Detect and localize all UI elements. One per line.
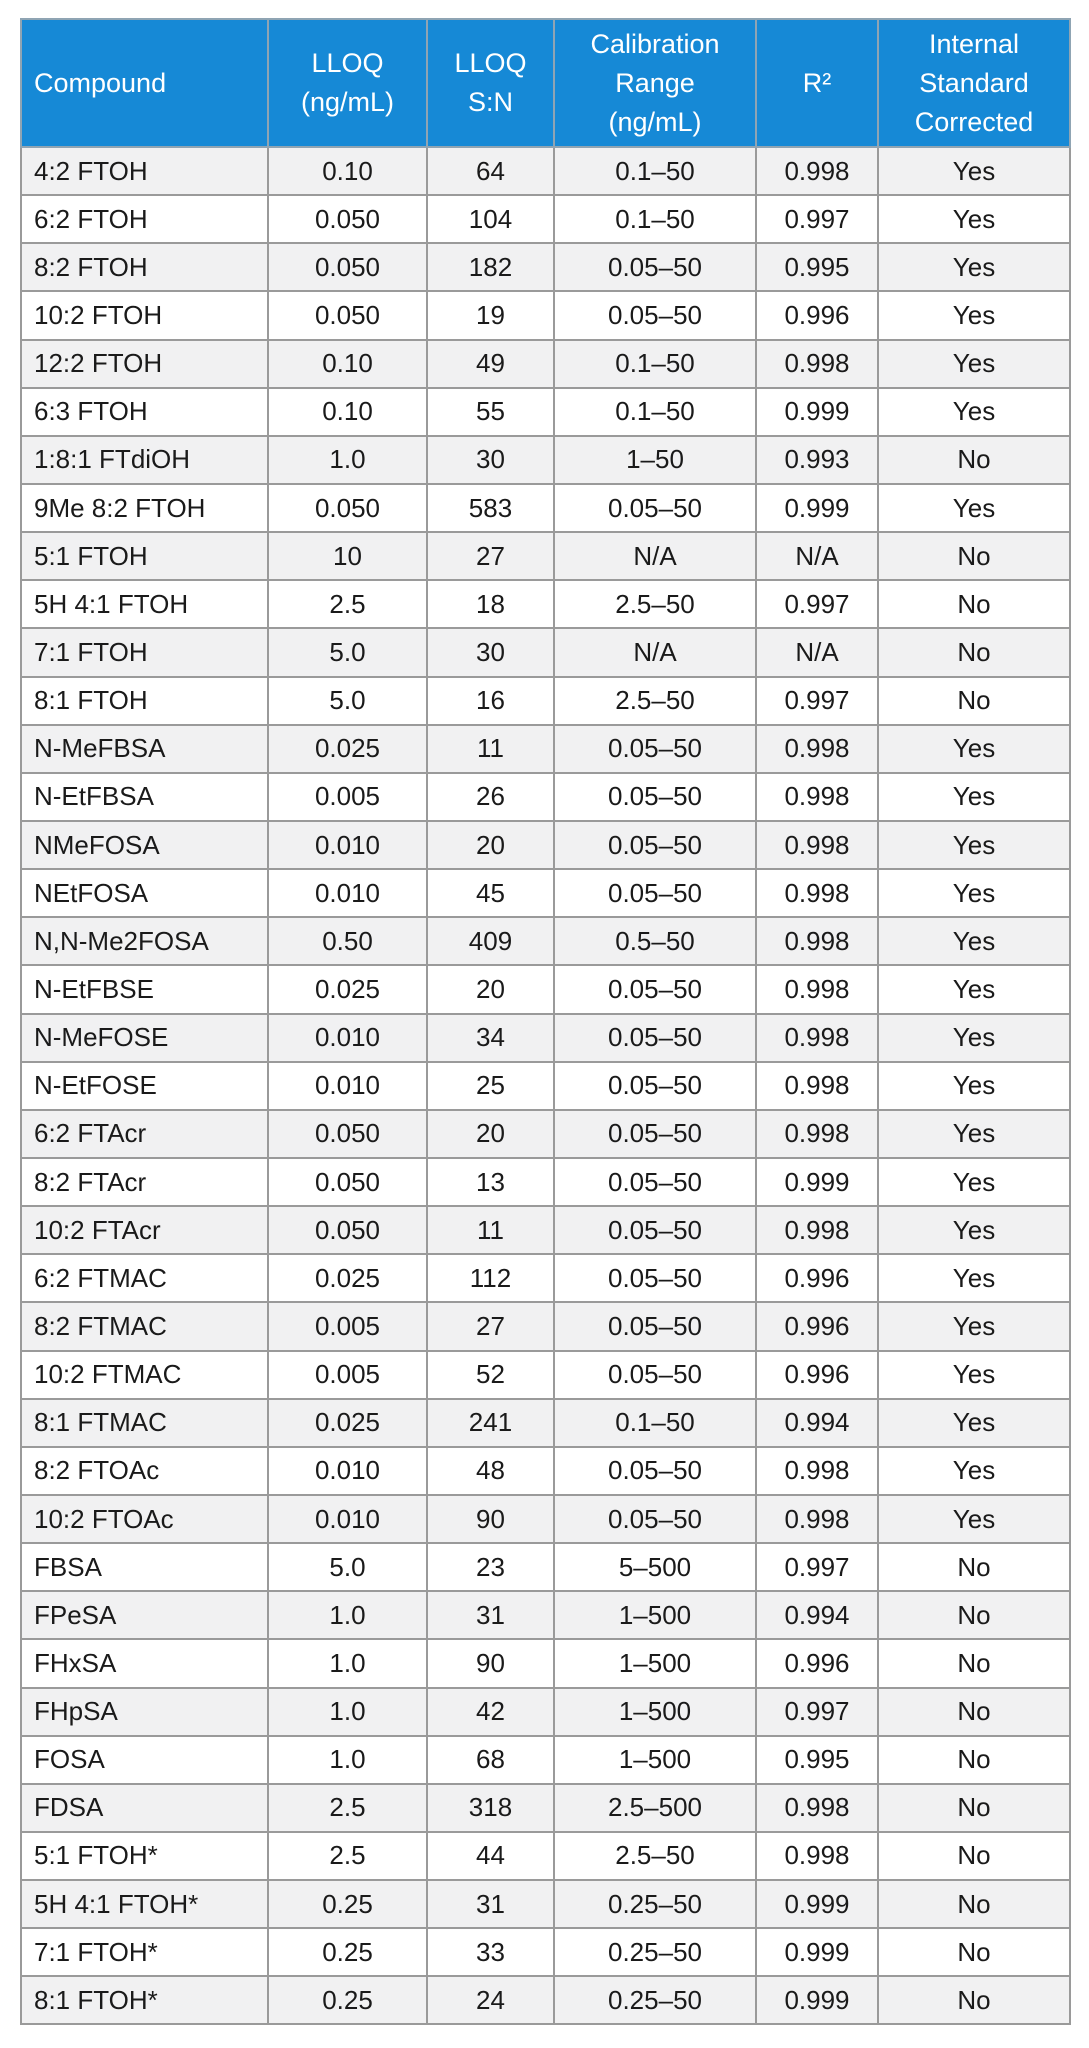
compound-cell: NEtFOSA <box>21 869 268 917</box>
sn-cell: 112 <box>427 1254 554 1302</box>
lloq-cell: 0.025 <box>268 725 427 773</box>
compound-cell: N-EtFBSE <box>21 965 268 1013</box>
r2-cell: 0.998 <box>756 869 878 917</box>
lloq-cell: 2.5 <box>268 1784 427 1832</box>
header-internal-standard <box>878 19 1070 147</box>
header-range-line2: Range <box>615 67 695 98</box>
lloq-cell: 0.25 <box>268 1976 427 2024</box>
is-corrected-cell: Yes <box>878 821 1070 869</box>
table-row <box>21 1880 1070 1928</box>
lloq-cell: 0.050 <box>268 195 427 243</box>
is-corrected-cell: Yes <box>878 1254 1070 1302</box>
range-cell: 0.05–50 <box>554 965 756 1013</box>
is-corrected-cell: Yes <box>878 484 1070 532</box>
header-compound: Compound <box>21 19 268 147</box>
lloq-cell: 0.050 <box>268 1110 427 1158</box>
compound-cell: FHpSA <box>21 1688 268 1736</box>
compound-cell: 12:2 FTOH <box>21 340 268 388</box>
is-corrected-cell: No <box>878 1784 1070 1832</box>
is-corrected-cell: No <box>878 1880 1070 1928</box>
sn-cell: 25 <box>427 1062 554 1110</box>
r2-cell: 0.999 <box>756 1880 878 1928</box>
is-corrected-cell: Yes <box>878 388 1070 436</box>
table-row <box>21 580 1070 628</box>
sn-cell: 30 <box>427 436 554 484</box>
lloq-cell: 0.005 <box>268 1351 427 1399</box>
table-row <box>21 1495 1070 1543</box>
range-cell: 0.1–50 <box>554 147 756 195</box>
table-row <box>21 677 1070 725</box>
table-row <box>21 1591 1070 1639</box>
data-table-container <box>20 18 1069 2025</box>
table-row <box>21 917 1070 965</box>
is-corrected-cell: Yes <box>878 147 1070 195</box>
range-cell: 0.5–50 <box>554 917 756 965</box>
table-row <box>21 1110 1070 1158</box>
sn-cell: 90 <box>427 1495 554 1543</box>
lloq-cell: 0.005 <box>268 773 427 821</box>
lloq-cell: 0.050 <box>268 484 427 532</box>
compound-cell: 8:2 FTAcr <box>21 1158 268 1206</box>
header-range-line3: (ng/mL) <box>608 106 702 137</box>
lloq-cell: 0.005 <box>268 1302 427 1350</box>
range-cell: 2.5–50 <box>554 677 756 725</box>
header-is-line3: Corrected <box>914 106 1034 137</box>
range-cell: 0.05–50 <box>554 291 756 339</box>
sn-cell: 31 <box>427 1880 554 1928</box>
r2-cell: 0.997 <box>756 195 878 243</box>
range-cell: 1–500 <box>554 1736 756 1784</box>
table-row <box>21 147 1070 195</box>
lloq-cell: 0.10 <box>268 388 427 436</box>
lloq-cell: 1.0 <box>268 1736 427 1784</box>
sn-cell: 33 <box>427 1928 554 1976</box>
sn-cell: 44 <box>427 1832 554 1880</box>
compound-cell: 8:1 FTOH* <box>21 1976 268 2024</box>
compound-cell: 7:1 FTOH* <box>21 1928 268 1976</box>
sn-cell: 90 <box>427 1639 554 1687</box>
r2-cell: 0.996 <box>756 1351 878 1399</box>
is-corrected-cell: Yes <box>878 725 1070 773</box>
table-row <box>21 1351 1070 1399</box>
compound-cell: 6:2 FTMAC <box>21 1254 268 1302</box>
compound-cell: 9Me 8:2 FTOH <box>21 484 268 532</box>
is-corrected-cell: Yes <box>878 917 1070 965</box>
compound-cell: 8:2 FTOH <box>21 243 268 291</box>
compound-cell: 8:2 FTOAc <box>21 1447 268 1495</box>
range-cell: 0.05–50 <box>554 821 756 869</box>
r2-cell: 0.995 <box>756 243 878 291</box>
table-row <box>21 1736 1070 1784</box>
compound-cell: N-MeFBSA <box>21 725 268 773</box>
range-cell: 5–500 <box>554 1543 756 1591</box>
sn-cell: 49 <box>427 340 554 388</box>
r2-cell: 0.998 <box>756 1110 878 1158</box>
lloq-cell: 0.025 <box>268 965 427 1013</box>
r2-cell: 0.999 <box>756 1158 878 1206</box>
r2-cell: 0.997 <box>756 677 878 725</box>
r2-cell: 0.997 <box>756 1543 878 1591</box>
is-corrected-cell: No <box>878 1976 1070 2024</box>
header-sn-line1: LLOQ <box>454 48 527 78</box>
table-row <box>21 1639 1070 1687</box>
is-corrected-cell: No <box>878 1543 1070 1591</box>
table-header <box>21 19 1070 147</box>
range-cell: 0.25–50 <box>554 1976 756 2024</box>
is-corrected-cell: Yes <box>878 1495 1070 1543</box>
compound-cell: FHxSA <box>21 1639 268 1687</box>
is-corrected-cell: Yes <box>878 195 1070 243</box>
sn-cell: 24 <box>427 1976 554 2024</box>
table-row <box>21 1447 1070 1495</box>
sn-cell: 48 <box>427 1447 554 1495</box>
table-row <box>21 388 1070 436</box>
sn-cell: 30 <box>427 628 554 676</box>
lloq-cell: 0.10 <box>268 340 427 388</box>
compound-cell: 7:1 FTOH <box>21 628 268 676</box>
compound-cell: 4:2 FTOH <box>21 147 268 195</box>
table-row <box>21 1158 1070 1206</box>
sn-cell: 26 <box>427 773 554 821</box>
lloq-cell: 0.010 <box>268 1447 427 1495</box>
table-row <box>21 195 1070 243</box>
compound-cell: 6:3 FTOH <box>21 388 268 436</box>
compound-cell: N-EtFOSE <box>21 1062 268 1110</box>
lloq-cell: 0.025 <box>268 1254 427 1302</box>
sn-cell: 27 <box>427 532 554 580</box>
r2-cell: 0.997 <box>756 1688 878 1736</box>
sn-cell: 241 <box>427 1399 554 1447</box>
sn-cell: 11 <box>427 725 554 773</box>
range-cell: N/A <box>554 628 756 676</box>
is-corrected-cell: No <box>878 1639 1070 1687</box>
range-cell: 0.05–50 <box>554 725 756 773</box>
table-row <box>21 1688 1070 1736</box>
r2-cell: 0.997 <box>756 580 878 628</box>
compound-cell: 5:1 FTOH* <box>21 1832 268 1880</box>
lloq-cell: 1.0 <box>268 1688 427 1736</box>
compound-cell: 10:2 FTMAC <box>21 1351 268 1399</box>
compound-cell: 6:2 FTOH <box>21 195 268 243</box>
sn-cell: 27 <box>427 1302 554 1350</box>
compound-cell: 5H 4:1 FTOH <box>21 580 268 628</box>
is-corrected-cell: Yes <box>878 1399 1070 1447</box>
sn-cell: 20 <box>427 821 554 869</box>
is-corrected-cell: No <box>878 1736 1070 1784</box>
r2-cell: 0.994 <box>756 1399 878 1447</box>
range-cell: 2.5–50 <box>554 1832 756 1880</box>
sn-cell: 52 <box>427 1351 554 1399</box>
compound-cell: FDSA <box>21 1784 268 1832</box>
compound-cell: 5:1 FTOH <box>21 532 268 580</box>
is-corrected-cell: Yes <box>878 1062 1070 1110</box>
table-row <box>21 291 1070 339</box>
is-corrected-cell: No <box>878 436 1070 484</box>
range-cell: 0.25–50 <box>554 1880 756 1928</box>
sn-cell: 45 <box>427 869 554 917</box>
range-cell: 0.25–50 <box>554 1928 756 1976</box>
header-is-line1: Internal <box>928 28 1020 59</box>
table-row <box>21 1399 1070 1447</box>
compound-cell: N,N-Me2FOSA <box>21 917 268 965</box>
lloq-cell: 0.25 <box>268 1928 427 1976</box>
range-cell: 0.05–50 <box>554 1158 756 1206</box>
is-corrected-cell: No <box>878 628 1070 676</box>
lloq-cell: 0.050 <box>268 243 427 291</box>
sn-cell: 31 <box>427 1591 554 1639</box>
table-row <box>21 628 1070 676</box>
lloq-cell: 0.050 <box>268 1206 427 1254</box>
table-row <box>21 821 1070 869</box>
is-corrected-cell: Yes <box>878 1110 1070 1158</box>
range-cell: 0.05–50 <box>554 1206 756 1254</box>
range-cell: 0.05–50 <box>554 1014 756 1062</box>
table-row <box>21 773 1070 821</box>
sn-cell: 182 <box>427 243 554 291</box>
r2-cell: 0.998 <box>756 1062 878 1110</box>
range-cell: 0.05–50 <box>554 1302 756 1350</box>
sn-cell: 23 <box>427 1543 554 1591</box>
r2-cell: 0.999 <box>756 1976 878 2024</box>
compound-cell: 6:2 FTAcr <box>21 1110 268 1158</box>
range-cell: 0.1–50 <box>554 388 756 436</box>
sn-cell: 34 <box>427 1014 554 1062</box>
lloq-cell: 0.50 <box>268 917 427 965</box>
r2-cell: 0.998 <box>756 147 878 195</box>
is-corrected-cell: No <box>878 580 1070 628</box>
r2-cell: 0.998 <box>756 917 878 965</box>
table-row <box>21 725 1070 773</box>
sn-cell: 55 <box>427 388 554 436</box>
range-cell: 0.1–50 <box>554 340 756 388</box>
r2-cell: 0.998 <box>756 1784 878 1832</box>
header-lloq-line2: (ng/mL) <box>300 87 395 117</box>
lloq-cell: 0.25 <box>268 1880 427 1928</box>
r2-cell: 0.998 <box>756 965 878 1013</box>
table-row <box>21 436 1070 484</box>
header-row <box>21 19 1070 147</box>
table-body <box>21 147 1070 2024</box>
table-row <box>21 1928 1070 1976</box>
sn-cell: 20 <box>427 965 554 1013</box>
r2-cell: N/A <box>756 532 878 580</box>
is-corrected-cell: Yes <box>878 965 1070 1013</box>
lloq-cell: 1.0 <box>268 1591 427 1639</box>
lloq-cell: 0.010 <box>268 869 427 917</box>
lloq-cell: 5.0 <box>268 1543 427 1591</box>
range-cell: N/A <box>554 532 756 580</box>
r2-cell: 0.996 <box>756 1254 878 1302</box>
table-row <box>21 484 1070 532</box>
range-cell: 0.05–50 <box>554 1447 756 1495</box>
range-cell: 0.05–50 <box>554 1351 756 1399</box>
is-corrected-cell: Yes <box>878 1447 1070 1495</box>
lloq-cell: 2.5 <box>268 580 427 628</box>
table-row <box>21 1206 1070 1254</box>
r2-cell: 0.998 <box>756 821 878 869</box>
r2-cell: N/A <box>756 628 878 676</box>
table-row <box>21 1832 1070 1880</box>
table-row <box>21 1976 1070 2024</box>
table-row <box>21 965 1070 1013</box>
range-cell: 1–50 <box>554 436 756 484</box>
compound-cell: NMeFOSA <box>21 821 268 869</box>
header-r-squared: R² <box>756 19 878 147</box>
is-corrected-cell: Yes <box>878 243 1070 291</box>
is-corrected-cell: No <box>878 677 1070 725</box>
header-lloq <box>268 19 427 147</box>
calibration-table <box>20 18 1071 2025</box>
table-row <box>21 1543 1070 1591</box>
lloq-cell: 0.010 <box>268 1014 427 1062</box>
range-cell: 2.5–500 <box>554 1784 756 1832</box>
sn-cell: 16 <box>427 677 554 725</box>
range-cell: 0.05–50 <box>554 1062 756 1110</box>
compound-cell: 8:1 FTMAC <box>21 1399 268 1447</box>
header-lloq-line1: LLOQ <box>311 48 384 78</box>
table-row <box>21 1784 1070 1832</box>
range-cell: 1–500 <box>554 1688 756 1736</box>
is-corrected-cell: Yes <box>878 1158 1070 1206</box>
r2-cell: 0.998 <box>756 1447 878 1495</box>
sn-cell: 583 <box>427 484 554 532</box>
r2-cell: 0.995 <box>756 1736 878 1784</box>
lloq-cell: 0.010 <box>268 1062 427 1110</box>
header-is-line2: Standard <box>919 67 1029 98</box>
is-corrected-cell: No <box>878 1832 1070 1880</box>
range-cell: 0.05–50 <box>554 243 756 291</box>
r2-cell: 0.998 <box>756 1832 878 1880</box>
lloq-cell: 5.0 <box>268 677 427 725</box>
is-corrected-cell: No <box>878 1928 1070 1976</box>
compound-cell: N-MeFOSE <box>21 1014 268 1062</box>
range-cell: 0.05–50 <box>554 869 756 917</box>
lloq-cell: 0.050 <box>268 291 427 339</box>
table-row <box>21 1254 1070 1302</box>
r2-cell: 0.999 <box>756 1928 878 1976</box>
table-row <box>21 869 1070 917</box>
is-corrected-cell: No <box>878 532 1070 580</box>
table-row <box>21 340 1070 388</box>
header-calibration-range <box>554 19 756 147</box>
is-corrected-cell: Yes <box>878 340 1070 388</box>
range-cell: 1–500 <box>554 1591 756 1639</box>
range-cell: 0.05–50 <box>554 1110 756 1158</box>
is-corrected-cell: Yes <box>878 773 1070 821</box>
range-cell: 0.1–50 <box>554 1399 756 1447</box>
sn-cell: 42 <box>427 1688 554 1736</box>
table-row <box>21 532 1070 580</box>
is-corrected-cell: Yes <box>878 1206 1070 1254</box>
table-row <box>21 1062 1070 1110</box>
table-row <box>21 1302 1070 1350</box>
header-range-line1: Calibration <box>590 28 720 59</box>
is-corrected-cell: Yes <box>878 869 1070 917</box>
is-corrected-cell: No <box>878 1688 1070 1736</box>
compound-cell: 8:2 FTMAC <box>21 1302 268 1350</box>
r2-cell: 0.998 <box>756 340 878 388</box>
compound-cell: 5H 4:1 FTOH* <box>21 1880 268 1928</box>
r2-cell: 0.998 <box>756 1014 878 1062</box>
sn-cell: 20 <box>427 1110 554 1158</box>
compound-cell: FPeSA <box>21 1591 268 1639</box>
r2-cell: 0.996 <box>756 1302 878 1350</box>
compound-cell: FBSA <box>21 1543 268 1591</box>
is-corrected-cell: Yes <box>878 291 1070 339</box>
lloq-cell: 0.025 <box>268 1399 427 1447</box>
range-cell: 0.1–50 <box>554 195 756 243</box>
header-sn-line2: S:N <box>467 87 513 117</box>
compound-cell: 10:2 FTOH <box>21 291 268 339</box>
r2-cell: 0.998 <box>756 1495 878 1543</box>
lloq-cell: 0.010 <box>268 1495 427 1543</box>
r2-cell: 0.996 <box>756 1639 878 1687</box>
r2-cell: 0.993 <box>756 436 878 484</box>
sn-cell: 68 <box>427 1736 554 1784</box>
r2-cell: 0.994 <box>756 1591 878 1639</box>
lloq-cell: 5.0 <box>268 628 427 676</box>
r2-cell: 0.998 <box>756 773 878 821</box>
is-corrected-cell: Yes <box>878 1302 1070 1350</box>
lloq-cell: 1.0 <box>268 436 427 484</box>
r2-cell: 0.998 <box>756 1206 878 1254</box>
is-corrected-cell: No <box>878 1591 1070 1639</box>
lloq-cell: 1.0 <box>268 1639 427 1687</box>
lloq-cell: 10 <box>268 532 427 580</box>
lloq-cell: 0.010 <box>268 821 427 869</box>
compound-cell: FOSA <box>21 1736 268 1784</box>
sn-cell: 64 <box>427 147 554 195</box>
compound-cell: 1:8:1 FTdiOH <box>21 436 268 484</box>
sn-cell: 11 <box>427 1206 554 1254</box>
lloq-cell: 0.10 <box>268 147 427 195</box>
range-cell: 2.5–50 <box>554 580 756 628</box>
range-cell: 0.05–50 <box>554 1254 756 1302</box>
r2-cell: 0.998 <box>756 725 878 773</box>
sn-cell: 19 <box>427 291 554 339</box>
compound-cell: N-EtFBSA <box>21 773 268 821</box>
r2-cell: 0.999 <box>756 484 878 532</box>
compound-cell: 10:2 FTAcr <box>21 1206 268 1254</box>
lloq-cell: 0.050 <box>268 1158 427 1206</box>
sn-cell: 13 <box>427 1158 554 1206</box>
r2-cell: 0.996 <box>756 291 878 339</box>
lloq-cell: 2.5 <box>268 1832 427 1880</box>
compound-cell: 8:1 FTOH <box>21 677 268 725</box>
sn-cell: 409 <box>427 917 554 965</box>
sn-cell: 104 <box>427 195 554 243</box>
range-cell: 1–500 <box>554 1639 756 1687</box>
range-cell: 0.05–50 <box>554 1495 756 1543</box>
sn-cell: 318 <box>427 1784 554 1832</box>
range-cell: 0.05–50 <box>554 484 756 532</box>
compound-cell: 10:2 FTOAc <box>21 1495 268 1543</box>
r2-cell: 0.999 <box>756 388 878 436</box>
table-row <box>21 1014 1070 1062</box>
is-corrected-cell: Yes <box>878 1351 1070 1399</box>
header-lloq-sn <box>427 19 554 147</box>
is-corrected-cell: Yes <box>878 1014 1070 1062</box>
range-cell: 0.05–50 <box>554 773 756 821</box>
table-row <box>21 243 1070 291</box>
sn-cell: 18 <box>427 580 554 628</box>
